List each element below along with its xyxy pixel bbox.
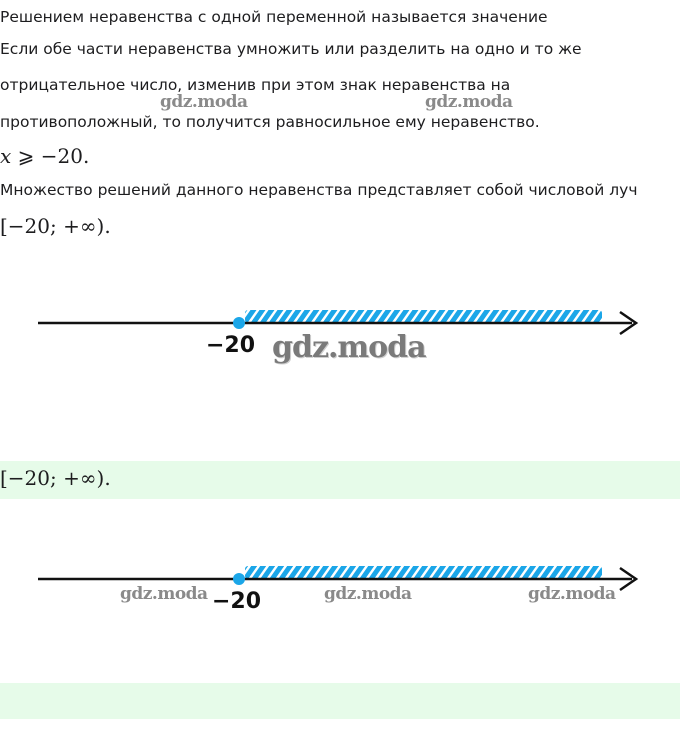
solution-line-3: отрицательное число, изменив при этом знак неравенства на bbox=[0, 76, 511, 94]
point-label: −20 bbox=[212, 589, 262, 612]
watermark: gdz.moda bbox=[425, 92, 513, 112]
solution-line-1: Решением неравенства с одной переменной называется значение bbox=[0, 8, 548, 26]
solution-ray-hatching bbox=[245, 310, 602, 323]
closed-point bbox=[233, 573, 245, 585]
watermark: gdz.moda bbox=[324, 584, 412, 604]
inequality bbox=[0, 144, 89, 168]
watermark: gdz.moda bbox=[120, 584, 208, 604]
inequality-rest: ⩾ −20. bbox=[11, 144, 90, 168]
answer-block-empty bbox=[0, 683, 680, 719]
point-label: −20 bbox=[206, 333, 256, 355]
answer-interval: [−20; +∞). bbox=[0, 466, 111, 490]
answer-block bbox=[0, 461, 680, 499]
solution-interval: [−20; +∞). bbox=[0, 214, 111, 238]
watermark: gdz.moda bbox=[160, 92, 248, 112]
solution-line-5: Множество решений данного неравенства представляет собой числовой луч bbox=[0, 181, 638, 199]
watermark: gdz.moda bbox=[528, 584, 616, 604]
solution-line-2: Если обе части неравенства умножить или разделить на одно и то же bbox=[0, 40, 582, 58]
solution-line-4: противоположный, то получится равносильное ему неравенство. bbox=[0, 113, 540, 131]
closed-point bbox=[233, 317, 245, 329]
watermark: gdz.moda bbox=[272, 330, 426, 365]
answer-ray-hatching bbox=[245, 566, 602, 579]
inequality-variable: x bbox=[0, 144, 12, 168]
